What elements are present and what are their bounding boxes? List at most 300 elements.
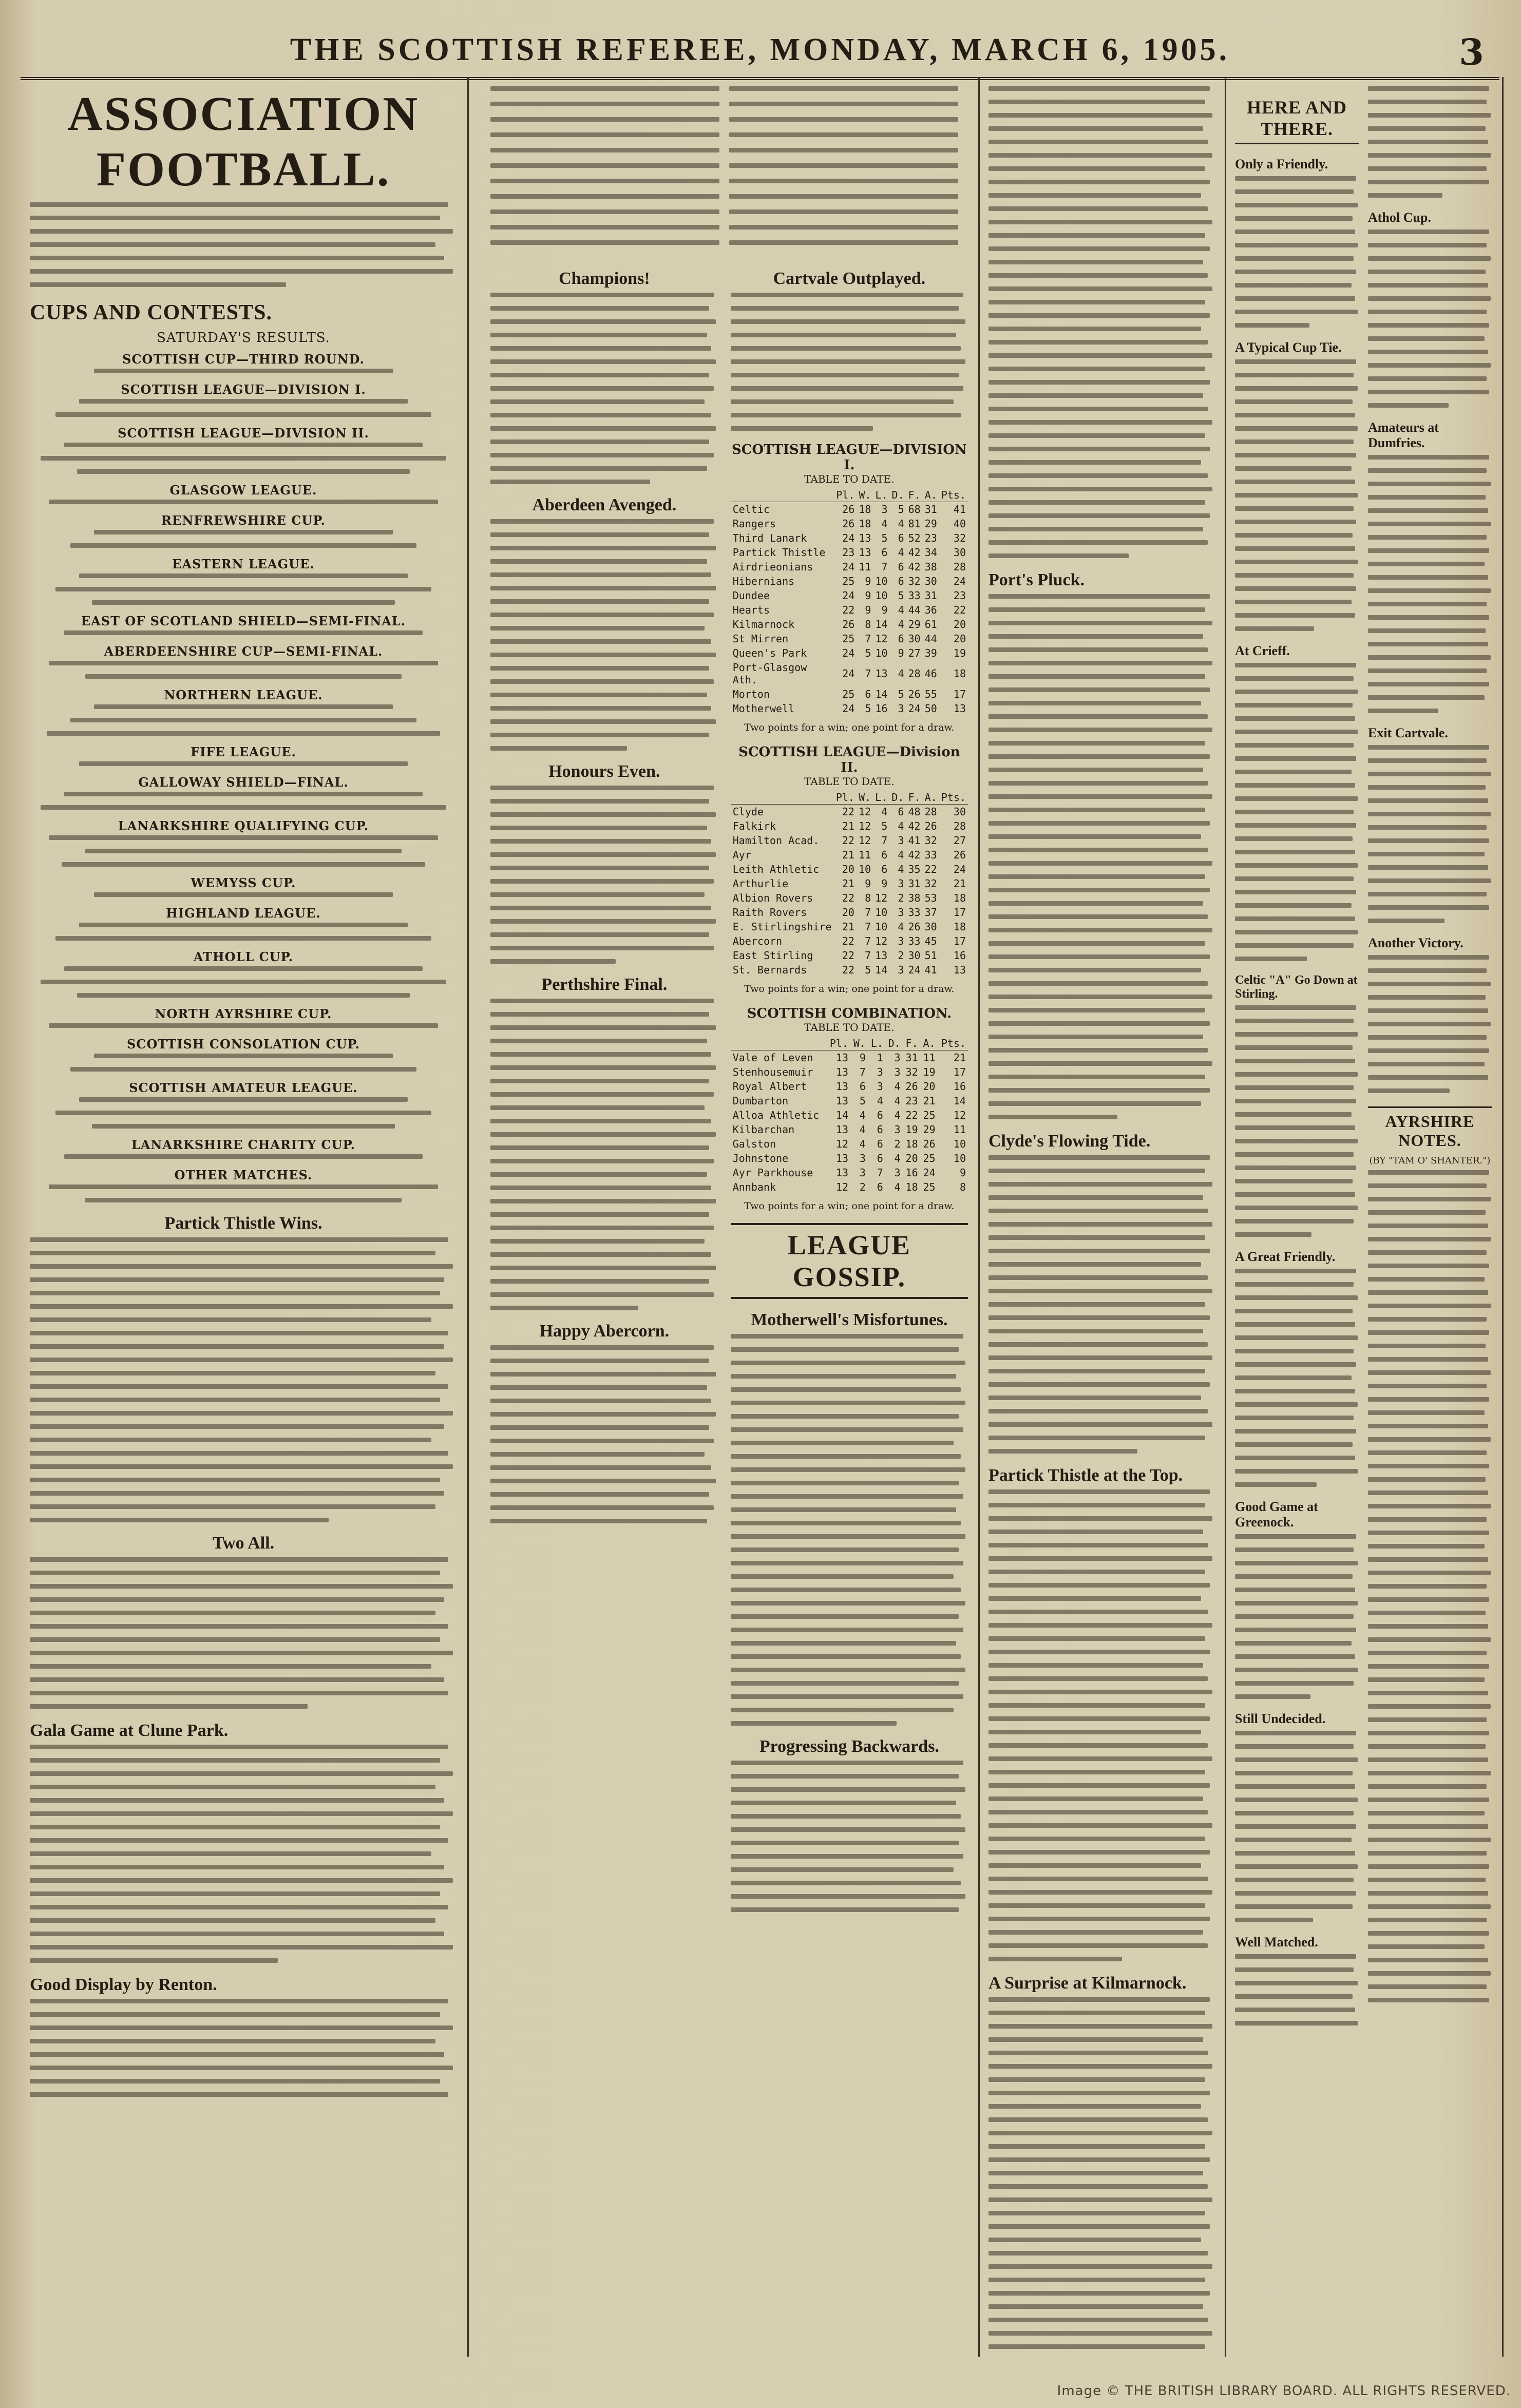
stat-cell: 32 [924,877,937,890]
cartvale-heading: Cartvale Outplayed. [773,269,926,288]
motherwell-heading: Motherwell's Misfortunes. [751,1310,948,1329]
result-line [79,399,408,404]
result-block [30,483,457,504]
result-competition-title: EASTERN LEAGUE. [172,557,315,571]
stat-cell: 12 [875,935,888,947]
result-line [62,862,425,867]
team-name-cell: Hamilton Acad. [732,834,820,847]
table-row [731,1094,968,1108]
team-name-cell: Kilmarnock [732,618,795,630]
stat-cell: 13 [953,702,966,715]
table-row [731,531,968,545]
undecided-heading: Still Undecided. [1235,1711,1326,1726]
table-row [731,862,968,876]
stat-cell: 3 [894,1167,901,1179]
stat-cell: 22 [842,892,854,904]
stat-cell: 13 [953,964,966,976]
table-row [731,1108,968,1122]
result-line [64,792,423,796]
stat-cell: 41 [953,503,966,515]
div1-table-title: SCOTTISH LEAGUE—DIVISION I. [731,442,967,473]
result-competition-title: NORTHERN LEAGUE. [164,687,323,702]
stat-cell: 52 [908,532,921,544]
stat-cell: 17 [953,906,966,919]
stat-cell: 4 [898,518,904,530]
stat-cell: 3 [877,1066,883,1078]
stat-cell: 7 [881,561,888,573]
team-name-cell: Leith Athletic [732,863,820,875]
result-competition-title: EAST OF SCOTLAND SHIELD—SEMI-FINAL. [81,614,406,628]
team-name-cell: Vale of Leven [732,1052,813,1064]
result-line [55,412,431,417]
stat-cell: 22 [953,604,966,616]
stat-cell: 26 [908,921,921,933]
table-header-cell [731,791,834,805]
team-name-cell: Royal Albert [732,1080,807,1093]
stat-cell: 8 [865,892,871,904]
stat-cell: 3 [898,834,904,847]
result-line [55,936,431,941]
combination-table-subtitle: TABLE TO DATE. [804,1021,895,1034]
stat-cell: 2 [894,1138,901,1150]
stat-cell: 5 [865,702,871,715]
stat-cell: 42 [908,820,921,832]
stat-cell: 4 [894,1181,901,1193]
stat-cell: 4 [898,820,904,832]
stat-cell: 6 [881,849,888,861]
friendly-heading: Only a Friendly. [1235,157,1328,171]
result-line [41,805,446,810]
result-line [70,1067,416,1072]
table-row [731,819,968,833]
stat-cell: 30 [908,633,921,645]
column4-right [1368,83,1492,2034]
stat-cell: 31 [924,589,937,602]
stat-cell: 17 [953,935,966,947]
stat-cell: 18 [953,921,966,933]
stat-cell: 24 [842,647,855,659]
stat-cell: 26 [905,1080,918,1093]
team-name-cell: Abercorn [732,935,783,947]
team-name-cell: Annbank [732,1181,776,1193]
table-header-cell: Pl. [834,791,857,805]
stat-cell: 30 [953,546,966,559]
stat-cell: 24 [842,532,855,544]
stat-cell: 55 [924,688,937,700]
table-header-cell: F. [903,1037,920,1050]
typical-text [1235,359,1359,631]
result-block [30,775,457,810]
stat-cell: 17 [953,688,966,700]
table-header-cell: W. [850,1037,868,1050]
stat-cell: 9 [865,877,871,890]
stat-cell: 23 [905,1095,918,1107]
stat-cell: 10 [859,863,871,875]
column4-right-top-text [1368,86,1492,198]
stat-cell: 26 [842,618,855,630]
table-header-cell: F. [906,488,923,502]
table-row [731,1165,968,1180]
stat-cell: 2 [898,892,904,904]
combination-table-title: SCOTTISH COMBINATION. [747,1006,952,1021]
stat-cell: 26 [842,503,855,515]
table-row [731,617,968,632]
stat-cell: 21 [923,1095,936,1107]
stat-cell: 23 [842,546,855,559]
stat-cell: 44 [924,633,937,645]
column-league-gossip-continued [978,77,1226,2357]
victory-heading: Another Victory. [1368,935,1463,950]
stat-cell: 16 [953,1080,966,1093]
result-line [64,630,423,635]
table-row [731,876,968,891]
exit-heading: Exit Cartvale. [1368,725,1448,740]
result-competition-title: WEMYSS CUP. [191,875,296,890]
team-name-cell: Arthurlie [732,877,789,890]
stat-cell: 50 [924,702,937,715]
team-name-cell: Hibernians [732,575,795,587]
stat-cell: 7 [881,834,888,847]
team-name-cell: Raith Rovers [732,906,807,919]
stat-cell: 6 [877,1109,883,1121]
result-line [94,369,393,373]
stat-cell: 48 [908,806,921,818]
result-line [41,456,446,461]
table-row [731,805,968,819]
table-row [731,1151,968,1165]
table-row [731,1065,968,1079]
stat-cell: 14 [835,1109,848,1121]
team-name-cell: Port-Glasgow Ath. [732,661,807,686]
team-name-cell: Airdrieonians [732,561,813,573]
stat-cell: 13 [835,1080,848,1093]
combination-league-table [731,1037,968,1194]
combination-table-note: Two points for a win; one point for a draw. [744,1200,955,1212]
stat-cell: 13 [835,1152,848,1164]
stat-cell: 4 [898,546,904,559]
result-line [79,1097,408,1102]
two-all-text [30,1557,457,1709]
result-block [30,426,457,474]
table-row [731,1137,968,1151]
gossip-continued-text [988,86,1214,558]
result-line [64,443,423,447]
stat-cell: 6 [898,561,904,573]
stat-cell: 7 [859,1066,866,1078]
result-block [30,906,457,941]
result-block [30,1037,457,1072]
result-line [49,500,438,504]
stat-cell: 31 [924,503,937,515]
stat-cell: 22 [924,863,937,875]
masthead-title: THE SCOTTISH REFEREE, MONDAY, MARCH 6, 1905. [290,32,1230,67]
stat-cell: 13 [835,1095,848,1107]
stat-cell: 23 [924,532,937,544]
result-block [30,875,457,897]
kilmarnock-text [988,1997,1214,2357]
stat-cell: 5 [898,688,904,700]
stat-cell: 11 [859,561,871,573]
stat-cell: 40 [953,518,966,530]
stat-cell: 7 [865,906,871,919]
stat-cell: 44 [908,604,921,616]
stat-cell: 27 [953,834,966,847]
stat-cell: 4 [894,1080,901,1093]
stat-cell: 33 [908,589,921,602]
table-header-cell: Pts. [939,791,968,805]
column-association-football [20,77,469,2357]
column2-split [490,258,968,1921]
stat-cell: 11 [859,849,871,861]
stat-cell: 10 [953,1152,966,1164]
stat-cell: 18 [905,1138,918,1150]
stat-cell: 5 [881,532,888,544]
stat-cell: 24 [953,863,966,875]
stat-cell: 22 [905,1109,918,1121]
team-name-cell: Galston [732,1138,776,1150]
stat-cell: 24 [842,667,855,680]
result-competition-title: GALLOWAY SHIELD—FINAL. [138,775,349,790]
div1-table-subtitle: TABLE TO DATE. [804,473,895,485]
result-competition-title: SCOTTISH AMATEUR LEAGUE. [129,1080,358,1095]
result-competition-title: ABERDEENSHIRE CUP—SEMI-FINAL. [104,644,383,659]
stat-cell: 28 [924,806,937,818]
div2-league-table [731,791,968,977]
stat-cell: 11 [923,1052,936,1064]
top-report-text [490,86,968,256]
stat-cell: 4 [859,1109,866,1121]
table-header-cell: D. [890,488,906,502]
stat-cell: 39 [924,647,937,659]
result-competition-title: SCOTTISH CONSOLATION CUP. [127,1037,360,1052]
stat-cell: 3 [898,935,904,947]
result-line [64,966,423,971]
stat-cell: 9 [865,589,871,602]
table-header-row [731,488,968,502]
team-name-cell: Albion Rovers [732,892,813,904]
stat-cell: 20 [953,618,966,630]
stat-cell: 3 [898,877,904,890]
team-name-cell: St. Bernards [732,964,807,976]
stat-cell: 42 [908,546,921,559]
stat-cell: 30 [924,575,937,587]
table-row [731,632,968,646]
team-name-cell: Falkirk [732,820,776,832]
stat-cell: 10 [875,906,888,919]
stat-cell: 12 [835,1181,848,1193]
table-header-row [731,791,968,805]
stat-cell: 7 [865,935,871,947]
team-name-cell: Ayr [732,849,751,861]
table-row [731,948,968,963]
result-competition-title: GLASGOW LEAGUE. [169,483,317,498]
stat-cell: 21 [953,1052,966,1064]
team-name-cell: East Stirling [732,949,813,962]
perthshire-heading: Perthshire Final. [541,975,668,994]
result-block [30,744,457,766]
table-row [731,660,968,687]
result-block [30,557,457,605]
clune-heading: Gala Game at Clune Park. [30,1721,229,1740]
table-row [731,934,968,948]
stat-cell: 20 [905,1152,918,1164]
stat-cell: 25 [842,688,855,700]
stat-cell: 21 [842,849,854,861]
stat-cell: 24 [842,561,855,573]
result-line [49,1184,438,1189]
stat-cell: 4 [881,806,888,818]
stat-cell: 6 [898,575,904,587]
team-name-cell: Kilbarchan [732,1123,795,1136]
result-block [30,818,457,867]
stat-cell: 34 [924,546,937,559]
result-line [79,574,408,578]
div1-table-note: Two points for a win; one point for a draw. [744,722,955,733]
stat-cell: 5 [898,503,904,515]
honours-heading: Honours Even. [548,762,660,781]
stat-cell: 22 [842,834,854,847]
stat-cell: 14 [875,964,888,976]
stat-cell: 10 [875,921,888,933]
result-line [55,1111,431,1115]
stat-cell: 23 [953,589,966,602]
stat-cell: 6 [881,863,888,875]
stat-cell: 22 [842,604,855,616]
stat-cell: 29 [924,518,937,530]
table-row [731,1180,968,1194]
stat-cell: 4 [859,1138,866,1150]
stat-cell: 3 [898,702,904,715]
team-name-cell: Rangers [732,518,776,530]
table-header-cell: Pts. [939,488,968,502]
table-header-cell: L. [873,488,889,502]
stat-cell: 6 [877,1181,883,1193]
dumfries-heading: Amateurs at Dumfries. [1368,420,1439,450]
stat-cell: 25 [923,1181,936,1193]
team-name-cell: Celtic [732,503,770,515]
stat-cell: 13 [859,532,871,544]
ayrshire-byline: (BY "TAM O' SHANTER.") [1369,1155,1491,1166]
great-friendly-text [1235,1269,1359,1487]
stat-cell: 12 [859,806,871,818]
champions-heading: Champions! [559,269,650,288]
stat-cell: 33 [908,935,921,947]
table-header-cell: D. [885,1037,903,1050]
result-block [30,614,457,635]
stat-cell: 24 [908,702,921,715]
table-row [731,963,968,977]
stat-cell: 19 [905,1123,918,1136]
celtic-a-heading: Celtic "A" Go Down at Stirling. [1235,973,1358,1001]
stat-cell: 9 [859,1052,866,1064]
stat-cell: 4 [894,1109,901,1121]
table-header-cell: W. [857,791,873,805]
dumfries-text [1368,455,1492,713]
result-line [49,835,438,840]
stat-cell: 9 [865,575,871,587]
stat-cell: 26 [924,820,937,832]
stat-cell: 25 [842,633,855,645]
stat-cell: 22 [842,964,854,976]
stat-cell: 6 [877,1152,883,1164]
result-block [30,352,457,373]
greenock-text [1235,1534,1359,1699]
partick-heading: Partick Thistle Wins. [164,1214,322,1233]
stat-cell: 2 [859,1181,866,1193]
stat-cell: 21 [842,820,854,832]
stat-cell: 28 [953,820,966,832]
stat-cell: 27 [908,647,921,659]
motherwell-text [731,1334,968,1726]
stat-cell: 35 [908,863,921,875]
div1-league-table [731,488,968,716]
celtic-a-text [1235,1005,1359,1237]
stat-cell: 8 [865,618,871,630]
clune-text [30,1745,457,1963]
stat-cell: 22 [842,935,854,947]
column4-left [1235,83,1359,2034]
table-row [731,574,968,588]
team-name-cell: Motherwell [732,702,795,715]
team-name-cell: Dundee [732,589,770,602]
renton-text [30,1999,457,2097]
stat-cell: 18 [953,667,966,680]
result-line [94,704,393,709]
result-competition-title: NORTH AYRSHIRE CUP. [155,1006,332,1021]
stat-cell: 3 [881,503,888,515]
result-competition-title: HIGHLAND LEAGUE. [166,906,321,921]
stat-cell: 16 [875,702,888,715]
stat-cell: 14 [875,688,888,700]
team-name-cell: Hearts [732,604,770,616]
stat-cell: 41 [924,964,937,976]
champions-text [490,293,718,484]
perthshire-text [490,999,718,1310]
result-line [85,1198,402,1202]
clydes-text [988,1155,1214,1454]
abercorn-heading: Happy Abercorn. [539,1322,670,1341]
intro-text [30,202,457,287]
stat-cell: 4 [894,1152,901,1164]
table-row [731,502,968,517]
stat-cell: 20 [953,633,966,645]
stat-cell: 6 [898,633,904,645]
result-line [92,1124,395,1129]
table-row [731,545,968,560]
team-name-cell: Stenhousemuir [732,1066,813,1078]
table-row [731,891,968,905]
stat-cell: 3 [859,1152,866,1164]
stat-cell: 4 [898,863,904,875]
team-name-cell: Partick Thistle [732,546,826,559]
result-line [70,718,416,722]
result-line [41,980,446,984]
stat-cell: 13 [835,1052,848,1064]
stat-cell: 13 [835,1167,848,1179]
table-row [731,905,968,920]
stat-cell: 9 [881,877,888,890]
aberdeen-text [490,519,718,751]
stat-cell: 19 [953,647,966,659]
great-friendly-heading: A Great Friendly. [1235,1249,1336,1264]
ports-text [988,594,1214,1119]
stat-cell: 29 [923,1123,936,1136]
column-here-and-there [1225,77,1504,2357]
stat-cell: 38 [908,892,921,904]
stat-cell: 7 [865,949,871,962]
stat-cell: 5 [865,964,871,976]
undecided-text [1235,1731,1359,1922]
